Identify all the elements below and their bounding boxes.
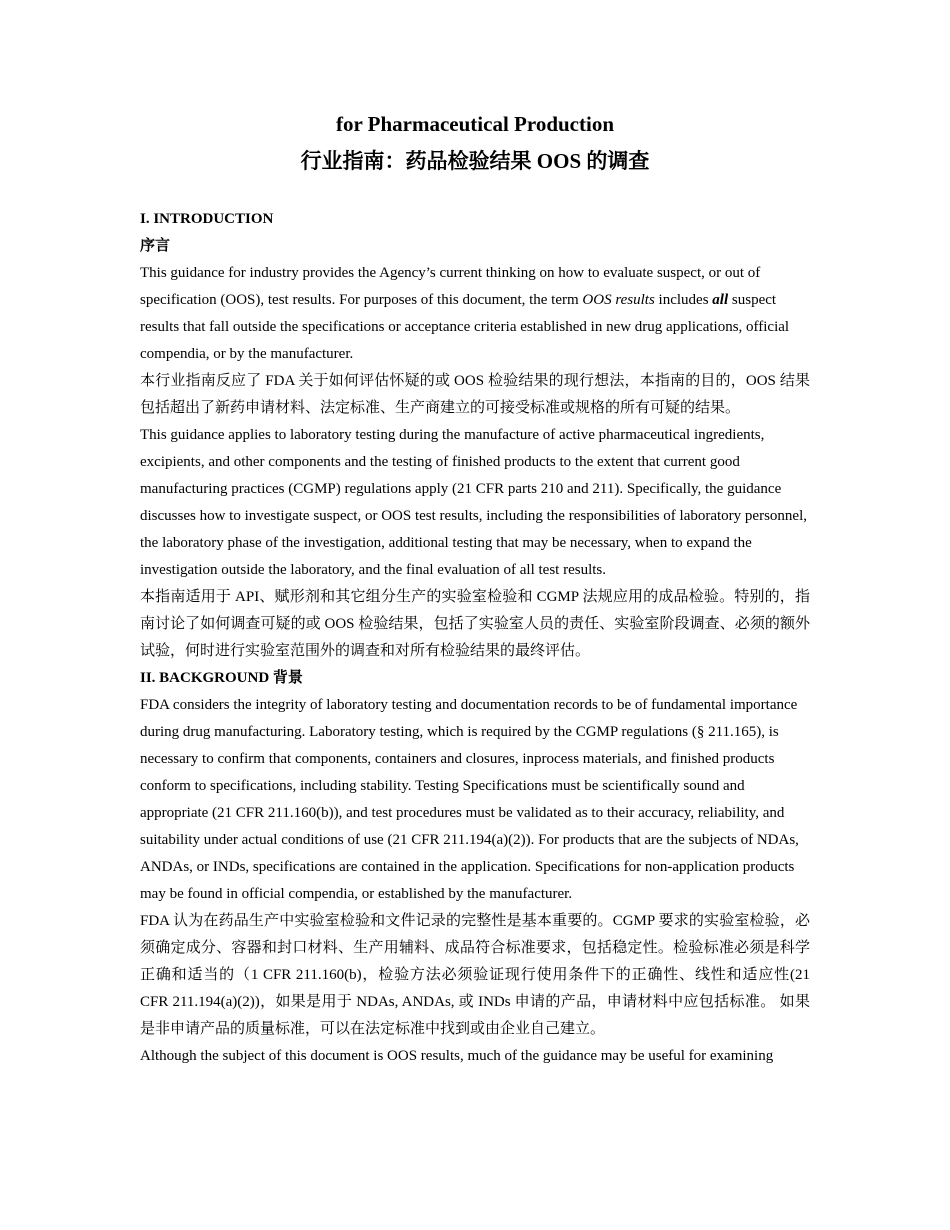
document-title: for Pharmaceutical Production [335,112,614,136]
paragraph-text: This guidance for industry provides the Agency’s current thinking on how to evaluate suspect, or out of specification (OOS), test results. For purposes of this document, the term [140,265,761,308]
spacer [140,178,810,206]
paragraph-scope-chinese: 本指南适用于 API、赋形剂和其它组分生产的实验室检验和 CGMP 法规应用的成品检验。特别的，指南讨论了如何调查可疑的或 OOS 检验结果，包括了实验室人员的责任、实验室阶段调查、必须的额外试验，何时进行实验室范围外的调查和对所有检验结果的最终评估。 [140,589,810,659]
paragraph-background-english: FDA considers the integrity of laboratory testing and documentation records to be of fundamental importance during drug manufacturing. Laboratory testing, which is required by the CGMP regulations (§ 211.165), is necessary to confirm that components, containers and closures, inprocess materials, and finished products conform to specifications, including stability. Testing Specifications must be scientifically sound and appropriate (21 CFR 211.160(b)), and test procedures must be validated as to their accuracy, reliability, and suitability under actual conditions of use (21 CFR 211.194(a)(2)). For products that are the subjects of NDAs, ANDAs, or INDs, specifications are contained in the application. Specifications for non-application products may be found in official compendia, or established by the manufacturer. [140,697,799,902]
document-page [140,108,810,1070]
paragraph-continuation: Although the subject of this document is OOS results, much of the guidance may be useful for examining [140,1048,774,1064]
paragraph-text: suspect results that fall outside the specifications or acceptance criteria established in new drug applications, official compendia, or by the manufacturer. [140,292,790,362]
section-heading-introduction-chinese: 序言 [140,238,171,254]
paragraph-text: includes [654,292,713,308]
document-title-chinese: 行业指南：药品检验结果 OOS 的调查 [300,149,650,173]
section-heading-background: II. BACKGROUND 背景 [140,670,303,686]
paragraph-intro-chinese: 本行业指南反应了 FDA 关于如何评估怀疑的或 OOS 检验结果的现行想法，本指南的目的，OOS 结果包括超出了新药申请材料、法定标准、生产商建立的可接受标准或规格的所有可疑的结果。 [140,373,810,416]
paragraph-background-chinese: FDA 认为在药品生产中实验室检验和文件记录的完整性是基本重要的。CGMP 要求的实验室检验，必须确定成分、容器和封口材料、生产用辅料、成品符合标准要求，包括稳定性。检验标准必须是科学正确和适当的（1 CFR 211.160(b)，检验方法必须验证现行使用条件下的正确性、线性和适应性(21 CFR 211.194(a)(2))，如果是用于 NDAs, ANDAs, 或 INDs 申请的产品，申请材料中应包括标准。 如果是非申请产品的质量标准，可以在法定标准中找到或由企业自己建立。 [140,913,810,1037]
section-heading-introduction: I. INTRODUCTION [140,211,274,227]
paragraph-scope-english: This guidance applies to laboratory testing during the manufacture of active pharmaceutical ingredients, excipients, and other components and the testing of finished products to the extent that current good manufacturing practices (CGMP) regulations apply (21 CFR parts 210 and 211). Specifically, the guidance discusses how to investigate suspect, or OOS test results, including the responsibilities of laboratory personnel, the laboratory phase of the investigation, additional testing that may be necessary, when to expand the investigation outside the laboratory, and the final evaluation of all test results. [140,427,807,578]
paragraph-intro-english [140,260,810,368]
oos-results-term: OOS results [582,292,655,308]
all-emphasis: all [712,292,729,308]
